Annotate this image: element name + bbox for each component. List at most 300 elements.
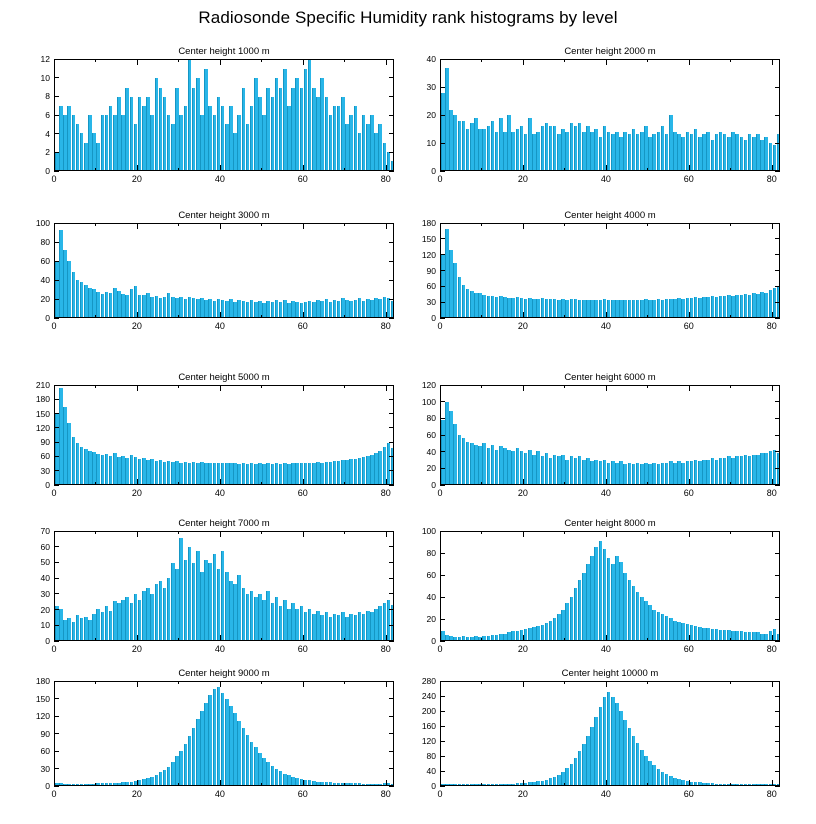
x-tick-label: 80 bbox=[766, 174, 777, 184]
x-tick-mark bbox=[523, 780, 524, 786]
x-tick-mark-minor bbox=[564, 681, 565, 684]
histogram-panel bbox=[35, 372, 394, 502]
x-tick-label: 80 bbox=[380, 488, 391, 498]
y-tick-label: 30 bbox=[426, 82, 436, 92]
y-tick-label: 60 bbox=[40, 451, 50, 462]
y-tick-label: 0 bbox=[45, 480, 50, 490]
bar bbox=[541, 781, 545, 785]
bar bbox=[378, 124, 382, 170]
bar bbox=[590, 461, 594, 484]
bar bbox=[345, 124, 349, 170]
x-tick-mark bbox=[303, 479, 304, 485]
y-tick-mark bbox=[775, 385, 780, 386]
x-tick-mark bbox=[220, 59, 221, 65]
bar bbox=[715, 134, 719, 170]
bar bbox=[636, 463, 640, 484]
bar bbox=[636, 592, 640, 640]
bar bbox=[333, 783, 337, 785]
bar bbox=[599, 707, 603, 785]
bar bbox=[217, 97, 221, 170]
bar bbox=[59, 783, 63, 785]
bar bbox=[574, 588, 578, 640]
bar bbox=[213, 115, 217, 170]
bar bbox=[599, 300, 603, 317]
x-tick-label: 80 bbox=[766, 488, 777, 498]
x-tick-label: 60 bbox=[297, 174, 308, 184]
y-tick-mark bbox=[54, 470, 59, 471]
bar bbox=[677, 298, 681, 317]
x-tick-mark-minor bbox=[261, 315, 262, 318]
bar bbox=[312, 781, 316, 785]
bar bbox=[101, 783, 105, 785]
x-tick-mark-minor bbox=[261, 482, 262, 485]
bar bbox=[574, 299, 578, 317]
x-tick-mark-minor bbox=[730, 168, 731, 171]
bar bbox=[657, 464, 661, 484]
x-tick-mark-minor bbox=[564, 531, 565, 534]
y-tick-mark bbox=[440, 270, 445, 271]
bar bbox=[225, 699, 229, 785]
y-tick-label: 40 bbox=[426, 592, 436, 602]
x-tick-mark bbox=[386, 59, 387, 65]
x-tick-mark bbox=[689, 312, 690, 318]
y-tick-mark bbox=[775, 485, 780, 486]
bar bbox=[200, 298, 204, 317]
bar bbox=[242, 88, 246, 171]
x-tick-label: 0 bbox=[437, 174, 443, 184]
y-tick-mark bbox=[54, 133, 59, 134]
y-tick-mark bbox=[54, 546, 59, 547]
bar bbox=[304, 463, 308, 484]
bar bbox=[528, 628, 532, 640]
bar bbox=[553, 777, 557, 785]
bar bbox=[370, 115, 374, 170]
bar bbox=[453, 424, 457, 484]
y-tick-mark bbox=[775, 597, 780, 598]
bar bbox=[623, 720, 627, 785]
bar bbox=[67, 618, 71, 640]
bar bbox=[155, 775, 159, 785]
x-tick-mark-minor bbox=[647, 783, 648, 786]
bar bbox=[773, 145, 777, 170]
bar bbox=[586, 564, 590, 640]
y-tick-mark bbox=[775, 696, 780, 697]
y-tick-label: 0 bbox=[45, 636, 50, 646]
bar bbox=[727, 456, 731, 484]
y-tick-label: 30 bbox=[40, 763, 50, 774]
bar bbox=[146, 778, 150, 785]
y-tick-mark bbox=[54, 413, 59, 414]
bar bbox=[669, 299, 673, 317]
bar bbox=[271, 603, 275, 640]
y-tick-mark bbox=[775, 553, 780, 554]
bar bbox=[159, 581, 163, 640]
x-tick-mark bbox=[220, 312, 221, 318]
bar bbox=[101, 115, 105, 170]
bar bbox=[88, 288, 92, 317]
bar bbox=[295, 463, 299, 484]
y-tick-mark bbox=[775, 641, 780, 642]
y-tick-mark bbox=[775, 726, 780, 727]
y-tick-mark bbox=[775, 756, 780, 757]
bar bbox=[167, 293, 171, 317]
bar bbox=[503, 297, 507, 317]
bar bbox=[329, 462, 333, 484]
bar bbox=[545, 299, 549, 317]
bar bbox=[735, 631, 739, 640]
y-tick-mark bbox=[440, 435, 445, 436]
x-tick-mark bbox=[440, 165, 441, 171]
x-tick-mark bbox=[523, 479, 524, 485]
bar bbox=[445, 402, 449, 484]
bar bbox=[308, 609, 312, 640]
bar bbox=[275, 300, 279, 317]
bar bbox=[748, 632, 752, 640]
bar bbox=[449, 411, 453, 485]
y-tick-label: 30 bbox=[426, 297, 436, 308]
bar bbox=[213, 689, 217, 785]
bar bbox=[681, 299, 685, 317]
bar bbox=[188, 297, 192, 317]
panel-title: Center height 7000 m bbox=[178, 518, 270, 529]
y-tick-mark bbox=[440, 286, 445, 287]
bar bbox=[507, 784, 511, 785]
bar bbox=[362, 457, 366, 484]
bar bbox=[511, 631, 515, 640]
y-tick-mark bbox=[54, 261, 59, 262]
y-tick-label: 30 bbox=[40, 588, 50, 599]
bar bbox=[628, 728, 632, 785]
bar bbox=[545, 453, 549, 484]
bar bbox=[358, 298, 362, 317]
bar bbox=[200, 711, 204, 785]
bar bbox=[275, 463, 279, 484]
bar bbox=[681, 137, 685, 170]
bar bbox=[690, 625, 694, 640]
bar bbox=[706, 132, 710, 171]
bar bbox=[204, 560, 208, 640]
bar bbox=[495, 450, 499, 484]
x-tick-mark bbox=[606, 312, 607, 318]
bar bbox=[266, 762, 270, 785]
x-tick-mark-minor bbox=[261, 168, 262, 171]
bar bbox=[520, 126, 524, 170]
x-tick-label: 0 bbox=[437, 321, 443, 331]
bar bbox=[756, 632, 760, 640]
bar bbox=[482, 784, 486, 785]
bar bbox=[242, 463, 246, 484]
y-tick-label: 80 bbox=[426, 751, 436, 761]
bar bbox=[715, 629, 719, 640]
bar bbox=[146, 97, 150, 170]
bar bbox=[445, 229, 449, 317]
y-tick-label: 60 bbox=[426, 281, 436, 292]
x-tick-mark-minor bbox=[647, 638, 648, 641]
bar bbox=[300, 88, 304, 171]
bar bbox=[735, 134, 739, 170]
bar bbox=[76, 784, 80, 785]
y-tick-mark bbox=[775, 238, 780, 239]
x-tick-mark bbox=[440, 59, 441, 65]
bar bbox=[628, 463, 632, 484]
bar bbox=[130, 289, 134, 317]
bar bbox=[652, 300, 656, 317]
bar bbox=[63, 407, 67, 484]
x-tick-mark bbox=[606, 479, 607, 485]
bar bbox=[764, 784, 768, 785]
bar bbox=[109, 783, 113, 785]
x-tick-mark-minor bbox=[344, 482, 345, 485]
x-tick-mark bbox=[523, 165, 524, 171]
bar bbox=[196, 299, 200, 317]
x-tick-mark bbox=[54, 223, 55, 229]
bar bbox=[748, 784, 752, 785]
bar bbox=[594, 460, 598, 485]
bar bbox=[113, 453, 117, 484]
bar bbox=[246, 735, 250, 785]
x-tick-mark-minor bbox=[95, 168, 96, 171]
x-tick-mark bbox=[303, 635, 304, 641]
bar bbox=[735, 456, 739, 484]
bar bbox=[266, 463, 270, 484]
bar bbox=[466, 784, 470, 785]
bar bbox=[665, 134, 669, 170]
bar bbox=[366, 611, 370, 640]
y-tick-label: 40 bbox=[426, 54, 436, 64]
bar bbox=[88, 620, 92, 640]
bar bbox=[188, 547, 192, 640]
bar bbox=[329, 115, 333, 170]
bar bbox=[200, 462, 204, 484]
bar bbox=[590, 556, 594, 640]
bar bbox=[615, 132, 619, 171]
bar bbox=[690, 782, 694, 785]
bar bbox=[445, 784, 449, 785]
bar bbox=[623, 573, 627, 640]
bar bbox=[283, 463, 287, 484]
bar bbox=[320, 301, 324, 317]
bar bbox=[304, 69, 308, 170]
x-tick-mark bbox=[303, 59, 304, 65]
y-tick-label: 150 bbox=[35, 408, 50, 419]
x-tick-mark-minor bbox=[261, 223, 262, 226]
bar bbox=[711, 296, 715, 317]
bar bbox=[63, 115, 67, 170]
bar bbox=[657, 612, 661, 640]
bar bbox=[325, 782, 329, 785]
bar bbox=[121, 600, 125, 640]
bar bbox=[524, 629, 528, 640]
bar bbox=[458, 277, 462, 317]
bar bbox=[590, 300, 594, 317]
x-tick-mark bbox=[440, 531, 441, 537]
bar bbox=[283, 600, 287, 640]
y-tick-label: 40 bbox=[40, 573, 50, 584]
bar bbox=[229, 299, 233, 317]
bar bbox=[495, 297, 499, 317]
bar bbox=[225, 463, 229, 484]
bar bbox=[349, 115, 353, 170]
x-tick-mark bbox=[440, 312, 441, 318]
y-tick-mark bbox=[54, 242, 59, 243]
bar bbox=[163, 297, 167, 317]
y-tick-mark bbox=[440, 401, 445, 402]
bar bbox=[358, 612, 362, 640]
bar bbox=[159, 298, 163, 317]
bar bbox=[358, 133, 362, 170]
bar bbox=[557, 300, 561, 317]
bar bbox=[694, 129, 698, 170]
x-tick-mark bbox=[220, 681, 221, 687]
x-tick-mark bbox=[523, 531, 524, 537]
x-tick-label: 60 bbox=[297, 644, 308, 654]
bar bbox=[503, 448, 507, 484]
y-tick-label: 10 bbox=[40, 620, 50, 631]
y-tick-mark bbox=[54, 152, 59, 153]
x-tick-mark-minor bbox=[647, 531, 648, 534]
bar bbox=[337, 301, 341, 317]
bar bbox=[88, 115, 92, 170]
x-tick-label: 40 bbox=[600, 174, 611, 184]
x-tick-mark-minor bbox=[730, 385, 731, 388]
x-tick-mark bbox=[772, 59, 773, 65]
y-tick-mark bbox=[440, 238, 445, 239]
bar bbox=[611, 134, 615, 170]
plot-area bbox=[440, 531, 780, 641]
bar bbox=[458, 637, 462, 640]
bar bbox=[163, 770, 167, 785]
bar bbox=[225, 124, 229, 170]
x-tick-mark bbox=[689, 165, 690, 171]
bar bbox=[96, 609, 100, 640]
bar bbox=[470, 637, 474, 640]
bar bbox=[275, 597, 279, 640]
y-tick-mark bbox=[775, 254, 780, 255]
x-tick-mark-minor bbox=[481, 59, 482, 62]
bar bbox=[121, 782, 125, 785]
bar bbox=[291, 777, 295, 785]
bar bbox=[72, 272, 76, 317]
x-tick-mark-minor bbox=[481, 482, 482, 485]
bar bbox=[648, 761, 652, 785]
bar bbox=[445, 68, 449, 170]
bar bbox=[619, 461, 623, 484]
y-tick-mark bbox=[775, 435, 780, 436]
x-tick-label: 20 bbox=[517, 321, 528, 331]
histogram-panel bbox=[40, 518, 394, 658]
bar bbox=[167, 767, 171, 785]
x-tick-mark bbox=[772, 780, 773, 786]
bar bbox=[192, 728, 196, 785]
x-tick-label: 80 bbox=[380, 174, 391, 184]
bar bbox=[84, 449, 88, 484]
x-tick-label: 40 bbox=[214, 789, 225, 799]
bar bbox=[387, 443, 391, 484]
bar bbox=[570, 123, 574, 170]
bar bbox=[470, 123, 474, 170]
x-tick-mark bbox=[606, 635, 607, 641]
bar bbox=[441, 93, 445, 170]
bar bbox=[150, 777, 154, 785]
bar bbox=[524, 783, 528, 785]
x-tick-mark-minor bbox=[178, 681, 179, 684]
bar bbox=[541, 126, 545, 170]
bar bbox=[387, 298, 391, 317]
bar bbox=[599, 541, 603, 640]
bar bbox=[184, 299, 188, 317]
bar bbox=[648, 605, 652, 640]
y-tick-label: 70 bbox=[40, 526, 50, 536]
x-tick-mark bbox=[772, 223, 773, 229]
bar bbox=[130, 455, 134, 484]
bar bbox=[590, 727, 594, 785]
y-tick-mark bbox=[54, 427, 59, 428]
bar bbox=[690, 461, 694, 484]
bar bbox=[491, 121, 495, 171]
bar bbox=[125, 782, 129, 785]
bar bbox=[582, 573, 586, 640]
bar bbox=[275, 78, 279, 170]
bar bbox=[507, 632, 511, 640]
bar bbox=[715, 460, 719, 485]
bar bbox=[582, 132, 586, 171]
y-tick-mark bbox=[440, 254, 445, 255]
y-tick-mark bbox=[775, 401, 780, 402]
bar bbox=[221, 693, 225, 785]
bar bbox=[242, 588, 246, 640]
bar bbox=[72, 784, 76, 785]
bar bbox=[320, 615, 324, 640]
x-tick-mark bbox=[440, 479, 441, 485]
bar bbox=[578, 300, 582, 317]
y-tick-mark bbox=[775, 575, 780, 576]
x-tick-mark bbox=[303, 223, 304, 229]
bar bbox=[491, 784, 495, 785]
bar bbox=[582, 460, 586, 485]
x-tick-mark bbox=[440, 681, 441, 687]
bar bbox=[756, 455, 760, 484]
y-tick-mark bbox=[389, 733, 394, 734]
bar-series bbox=[55, 682, 393, 785]
bar bbox=[362, 115, 366, 170]
bar bbox=[524, 299, 528, 317]
y-tick-label: 20 bbox=[426, 614, 436, 624]
bar bbox=[673, 299, 677, 317]
bar bbox=[175, 756, 179, 785]
bar bbox=[441, 420, 445, 484]
bar bbox=[760, 634, 764, 640]
bar bbox=[657, 132, 661, 171]
y-tick-label: 200 bbox=[421, 706, 436, 716]
x-tick-mark-minor bbox=[647, 681, 648, 684]
bar bbox=[640, 750, 644, 785]
x-tick-mark-minor bbox=[178, 783, 179, 786]
x-tick-mark bbox=[220, 385, 221, 391]
bar bbox=[179, 297, 183, 317]
x-tick-mark-minor bbox=[730, 59, 731, 62]
bar bbox=[221, 463, 225, 484]
bar bbox=[607, 300, 611, 317]
bar bbox=[611, 300, 615, 317]
y-tick-label: 80 bbox=[426, 548, 436, 558]
bar bbox=[474, 636, 478, 640]
bar bbox=[466, 129, 470, 170]
bar bbox=[229, 581, 233, 640]
y-tick-label: 120 bbox=[421, 736, 436, 746]
y-tick-mark bbox=[440, 468, 445, 469]
x-tick-mark bbox=[689, 531, 690, 537]
x-tick-mark-minor bbox=[95, 385, 96, 388]
